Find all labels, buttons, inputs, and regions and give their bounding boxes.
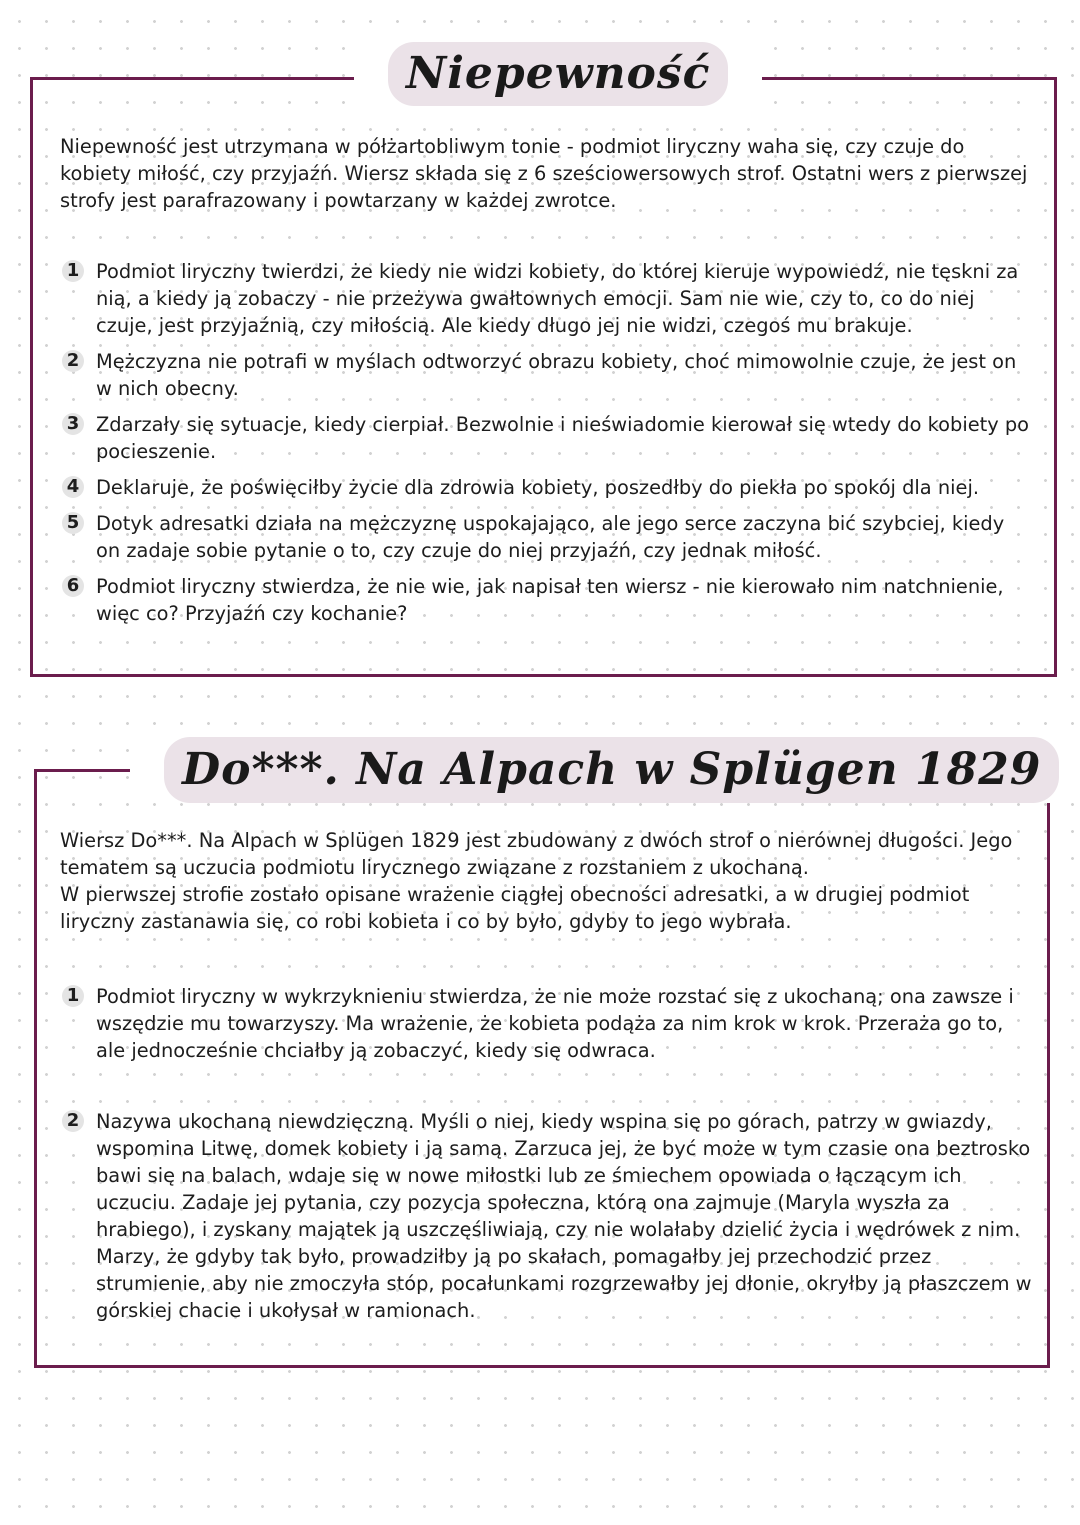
item-number: 1 — [62, 985, 84, 1007]
list-item — [62, 258, 1032, 339]
list-item — [62, 411, 1032, 465]
list-item — [62, 510, 1032, 564]
item-number: 1 — [62, 260, 84, 282]
item-number: 4 — [62, 476, 84, 498]
item-number: 5 — [62, 512, 84, 534]
item-text: Podmiot liryczny twierdzi, że kiedy nie widzi kobiety, do której kieruje wypowiedź, nie tęskni za nią, a kiedy ją zobaczy - nie przeżywa gwałtownych emocji. Sam nie wie, czy to, co do niej czuje, jest przyjaźnią, czy miłością. Ale kiedy długo jej nie widzi, czegoś mu brakuje. — [96, 260, 1019, 337]
item-number: 3 — [62, 413, 84, 435]
section-intro-alpy — [60, 827, 1045, 935]
list-item — [62, 348, 1032, 402]
list-item — [62, 573, 1032, 627]
item-number: 6 — [62, 575, 84, 597]
list-item — [62, 474, 1032, 501]
item-text: Podmiot liryczny stwierdza, że nie wie, jak napisał ten wiersz - nie kierowało nim natchnienie, więc co? Przyjaźń czy kochanie? — [96, 575, 1004, 625]
list-item — [62, 1108, 1032, 1324]
item-text: Mężczyzna nie potrafi w myślach odtworzyć obrazu kobiety, choć mimowolnie czuje, że jest on w nich obecny. — [96, 350, 1017, 400]
item-text: Deklaruje, że poświęciłby życie dla zdrowia kobiety, poszedłby do piekła po spokój dla niej. — [96, 476, 980, 499]
intro-paragraph: Wiersz Do***. Na Alpach w Splügen 1829 jest zbudowany z dwóch strof o nierównej długości. Jego tematem są uczucia podmiotu lirycznego związane z rozstaniem z ukochaną. — [60, 829, 1013, 879]
stanza-summary-list — [62, 258, 1032, 636]
list-item — [62, 983, 1032, 1064]
title-highlight: Do***. Na Alpach w Splügen 1829 — [164, 737, 1059, 803]
item-text: Nazywa ukochaną niewdzięczną. Myśli o niej, kiedy wspina się po górach, patrzy w gwiazdy, wspomina Litwę, domek kobiety i ją samą. Zarzuca jej, że być może w tym czasie ona beztrosko bawi się na balach, wdaje się w nowe miłostki lub ze śmiechem opowiada o łączącym ich uczuciu. Zadaje jej pytania, czy pozycja społeczna, którą ona zajmuje (Maryla wyszła za hrabiego), i zyskany majątek ją uszczęśliwiają, czy nie wolałaby dzielić życia i wędrówek z nim. Marzy, że gdyby tak było, prowadziłby ją po skałach, pomagałby jej przechodzić przez strumienie, aby nie zmoczyła stóp, pocałunkami rozgrzewałby jej dłonie, okryłby ją płaszczem w górskiej chacie i ukołysał w ramionach. — [96, 1110, 1032, 1322]
intro-paragraph: Niepewność jest utrzymana w półżartobliwym tonie - podmiot liryczny waha się, czy czuje do kobiety miłość, czy przyjaźń. Wiersz składa się z 6 sześciowersowych strof. Ostatni wers z pierwszej strofy jest parafrazowany i powtarzany w każdej zwrotce. — [60, 135, 1028, 212]
item-text: Zdarzały się sytuacje, kiedy cierpiał. Bezwolnie i nieświadomie kierował się wtedy do kobiety po pocieszenie. — [96, 413, 1030, 463]
item-number: 2 — [62, 350, 84, 372]
item-text: Podmiot liryczny w wykrzyknieniu stwierdza, że nie może rozstać się z ukochaną; ona zawsze i wszędzie mu towarzyszy. Ma wrażenie, że kobieta podąża za nim krok w krok. Przeraża go to, ale jednocześnie chciałby ją zobaczyć, kiedy się odwraca. — [96, 985, 1014, 1062]
section-title-niepewnosc — [354, 42, 762, 106]
section-title-alpy — [130, 737, 1080, 803]
intro-paragraph: W pierwszej strofie zostało opisane wrażenie ciągłej obecności adresatki, a w drugiej podmiot liryczny zastanawia się, co robi kobieta i co by było, gdyby to jego wybrała. — [60, 883, 970, 933]
title-highlight: Niepewność — [388, 42, 728, 106]
item-text: Dotyk adresatki działa na mężczyznę uspokajająco, ale jego serce zaczyna bić szybciej, kiedy on zadaje sobie pytanie o to, czy czuje do niej przyjaźń, czy jednak miłość. — [96, 512, 1005, 562]
stanza-summary-list — [62, 983, 1032, 1333]
section-intro-niepewnosc — [60, 133, 1040, 214]
item-number: 2 — [62, 1110, 84, 1132]
